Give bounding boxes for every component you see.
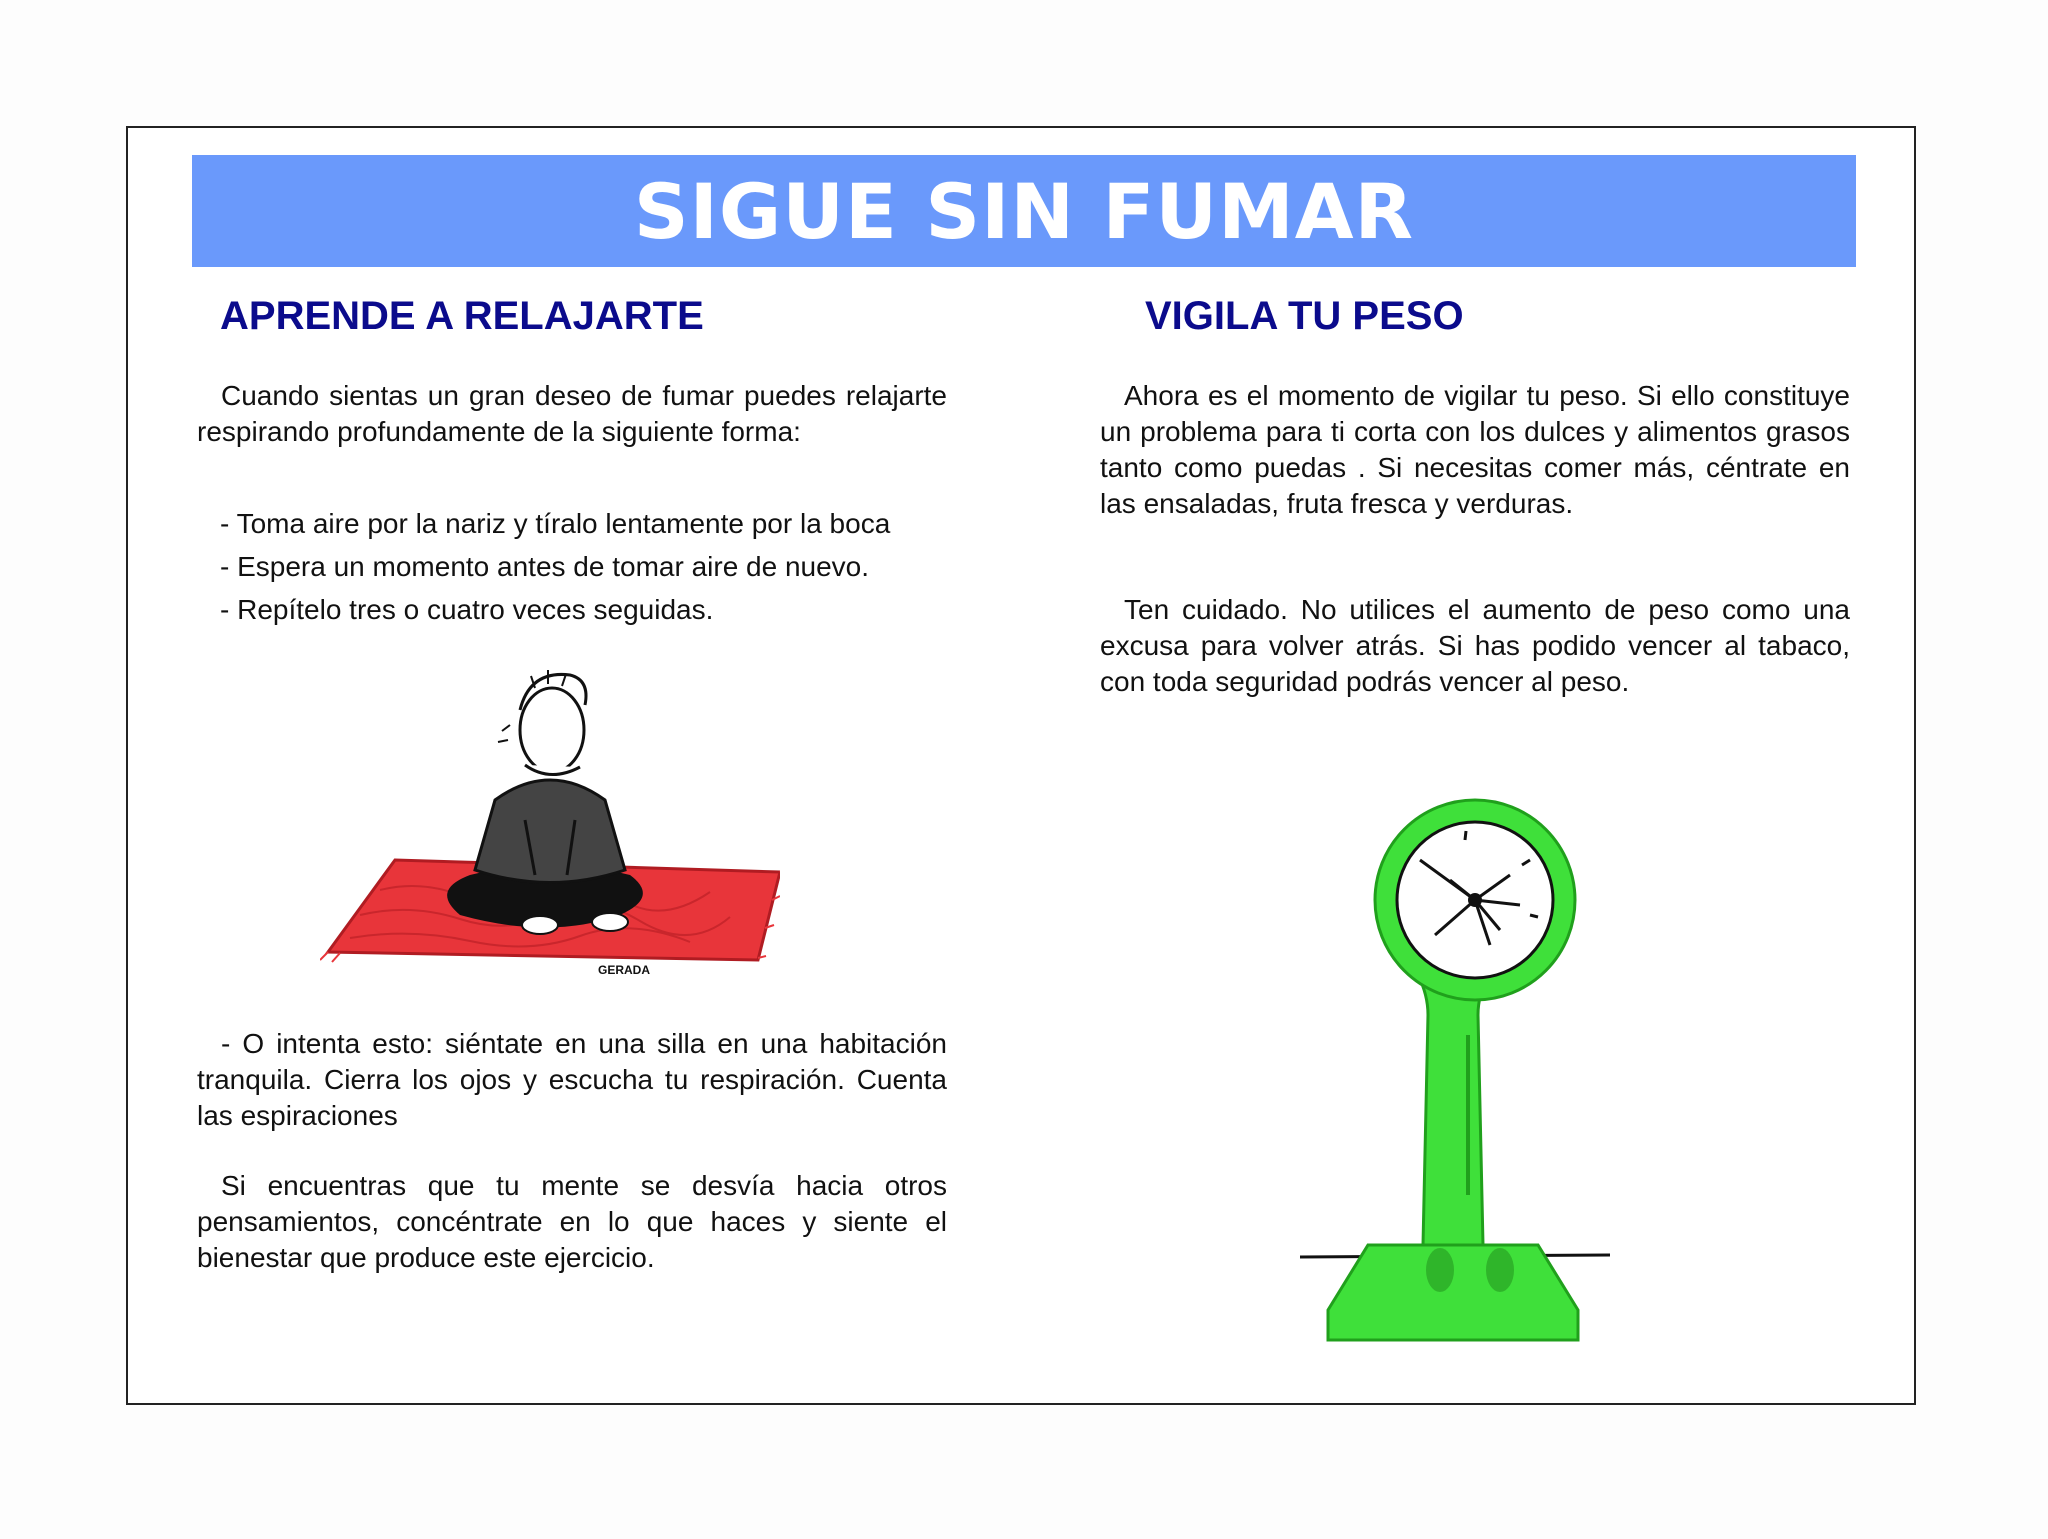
title-banner [192, 155, 1856, 267]
right-paragraph-1: Ahora es el momento de vigilar tu peso. Si ello constituye un problema para ti corta con los dulces y alimentos grasos tanto como puedas . Si necesitas comer más, céntrate en las ensaladas, fruta fresca y verduras. [1100, 380, 1850, 519]
scale-column [1418, 975, 1488, 1245]
left-alternative-paragraph: - O intenta esto: siéntate en una silla en una habitación tranquila. Cierra los ojos y escucha tu respiración. Cuenta las espiraciones [197, 1028, 947, 1131]
right-heading: VIGILA TU PESO [1145, 294, 1464, 338]
right-paragraph-2: Ten cuidado. No utilices el aumento de peso como una excusa para volver atrás. Si has podido vencer al tabaco, con toda seguridad podrás vencer al peso. [1100, 594, 1850, 697]
step-item-2: - Espera un momento antes de tomar aire de nuevo. [220, 551, 870, 582]
head [520, 688, 584, 772]
weighing-scale-illustration [1290, 795, 1630, 1365]
scale-base [1328, 1245, 1578, 1340]
step-item-3: - Repítelo tres o cuatro veces seguidas. [220, 594, 714, 625]
illustration-signature: GERADA [598, 963, 651, 977]
page-title: SIGUE SIN FUMAR [633, 166, 1415, 256]
step-item-1: - Toma aire por la nariz y tíralo lentamente por la boca [220, 508, 891, 539]
left-intro-paragraph: Cuando sientas un gran deseo de fumar puedes relajarte respirando profundamente de la siguiente forma: [197, 380, 947, 447]
left-heading: APRENDE A RELAJARTE [220, 294, 704, 338]
dial-center [1468, 893, 1482, 907]
left-closing-paragraph: Si encuentras que tu mente se desvía hacia otros pensamientos, concéntrate en lo que haces y siente el bienestar que produce este ejercicio. [197, 1170, 947, 1273]
meditating-man-on-rug-illustration [320, 660, 780, 980]
torso [475, 780, 625, 883]
